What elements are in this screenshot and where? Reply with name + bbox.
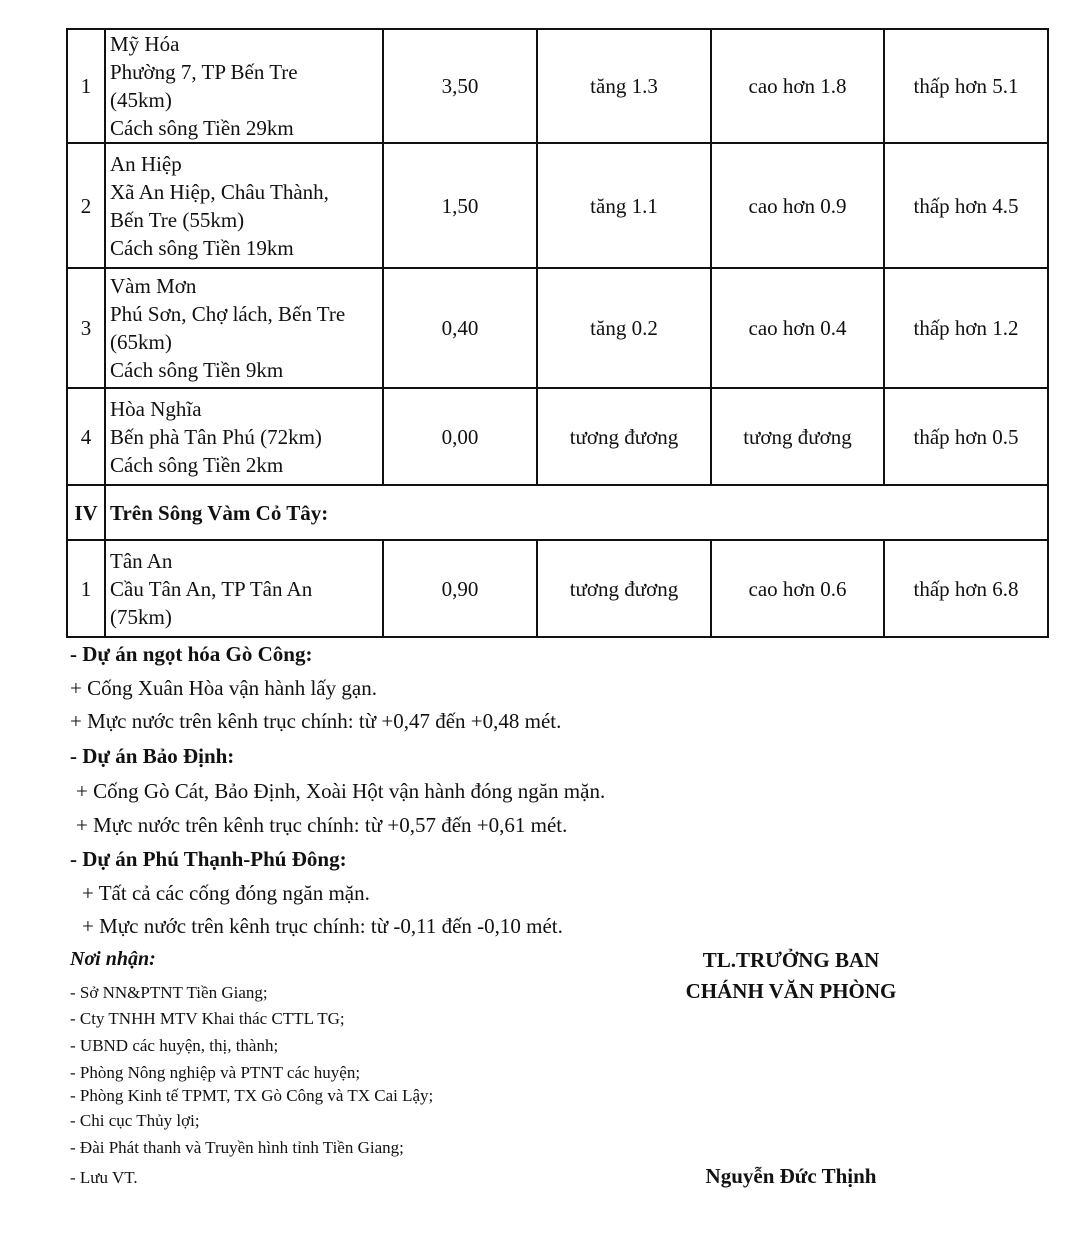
- salinity-value: 3,50: [383, 29, 537, 143]
- comparison-2: cao hơn 0.9: [711, 143, 884, 268]
- comparison-3: thấp hơn 4.5: [884, 143, 1048, 268]
- station-name: An Hiệp: [110, 151, 182, 176]
- signer-authority: TL.TRƯỞNG BAN: [702, 948, 880, 972]
- salinity-value: 0,90: [383, 540, 537, 637]
- comparison-1: tương đương: [537, 540, 711, 637]
- comparison-2: cao hơn 0.4: [711, 268, 884, 388]
- signer-name: Nguyễn Đức Thịnh: [705, 1164, 877, 1188]
- section-title: Trên Sông Vàm Cỏ Tây:: [105, 485, 1048, 540]
- recipient-item: - Đài Phát thanh và Truyền hình tỉnh Tiền Giang;: [70, 1138, 404, 1157]
- station-address: Cầu Tân An, TP Tân An: [110, 576, 313, 601]
- recipient-item: - Cty TNHH MTV Khai thác CTTL TG;: [70, 1009, 345, 1028]
- row-number: 3: [67, 268, 105, 388]
- station-distance: (45km): [110, 88, 172, 112]
- project-title-phu-thanh: - Dự án Phú Thạnh-Phú Đông:: [70, 847, 347, 871]
- table-row: [67, 540, 1048, 637]
- comparison-3: thấp hơn 1.2: [884, 268, 1048, 388]
- station-address: Phú Sơn, Chợ lách, Bến Tre: [110, 302, 346, 326]
- station-river-distance: Cách sông Tiền 29km: [110, 116, 294, 140]
- note-line: + Mực nước trên kênh trục chính: từ +0,57 đến +0,61 mét.: [76, 813, 568, 837]
- station-distance: (75km): [110, 604, 172, 629]
- station-address: Xã An Hiệp, Châu Thành,: [110, 179, 329, 204]
- comparison-3: thấp hơn 0.5: [884, 388, 1048, 485]
- recipient-item: - UBND các huyện, thị, thành;: [70, 1036, 279, 1055]
- row-number: 2: [67, 143, 105, 268]
- table-row: [67, 143, 1048, 268]
- note-line: + Mực nước trên kênh trục chính: từ -0,11 đến -0,10 mét.: [82, 914, 563, 938]
- station-cell: [105, 540, 383, 637]
- salinity-value: 0,00: [383, 388, 537, 485]
- recipient-item: - Phòng Kinh tế TPMT, TX Gò Công và TX Cai Lậy;: [70, 1086, 434, 1105]
- station-address: Phường 7, TP Bến Tre: [110, 60, 298, 84]
- project-title-bao-dinh: - Dự án Bảo Định:: [70, 744, 235, 768]
- water-level-table: [66, 28, 1049, 638]
- station-cell: [105, 388, 383, 485]
- note-line: + Tất cả các cống đóng ngăn mặn.: [82, 881, 370, 905]
- comparison-1: tăng 1.3: [537, 29, 711, 143]
- project-title-go-cong: - Dự án ngọt hóa Gò Công:: [70, 642, 313, 666]
- recipient-item: - Lưu VT.: [70, 1168, 138, 1187]
- recipient-item: - Chi cục Thủy lợi;: [70, 1111, 200, 1130]
- comparison-1: tăng 1.1: [537, 143, 711, 268]
- station-address: Bến phà Tân Phú (72km): [110, 424, 322, 449]
- row-number: 1: [67, 540, 105, 637]
- station-cell: [105, 29, 383, 143]
- salinity-value: 1,50: [383, 143, 537, 268]
- station-river-distance: Cách sông Tiền 19km: [110, 235, 294, 260]
- comparison-3: thấp hơn 5.1: [884, 29, 1048, 143]
- comparison-3: thấp hơn 6.8: [884, 540, 1048, 637]
- section-row: [67, 485, 1048, 540]
- station-name: Mỹ Hóa: [110, 32, 180, 56]
- note-line: + Cống Xuân Hòa vận hành lấy gạn.: [70, 676, 377, 700]
- note-line: + Cống Gò Cát, Bảo Định, Xoài Hột vận hành đóng ngăn mặn.: [76, 779, 606, 803]
- station-name: Hòa Nghĩa: [110, 396, 202, 421]
- station-name: Vàm Mơn: [110, 274, 197, 298]
- comparison-1: tăng 0.2: [537, 268, 711, 388]
- note-line: + Mực nước trên kênh trục chính: từ +0,47 đến +0,48 mét.: [70, 709, 562, 733]
- station-name: Tân An: [110, 548, 173, 573]
- station-river-distance: Cách sông Tiền 9km: [110, 358, 284, 382]
- station-distance: (65km): [110, 330, 172, 354]
- row-number: 1: [67, 29, 105, 143]
- section-number: IV: [67, 485, 105, 540]
- recipient-item: - Sở NN&PTNT Tiền Giang;: [70, 983, 268, 1002]
- comparison-2: tương đương: [711, 388, 884, 485]
- row-number: 4: [67, 388, 105, 485]
- table-row: [67, 268, 1048, 388]
- comparison-2: cao hơn 0.6: [711, 540, 884, 637]
- recipients-title: Nơi nhận:: [70, 948, 156, 970]
- comparison-2: cao hơn 1.8: [711, 29, 884, 143]
- station-cell: [105, 268, 383, 388]
- station-distance: Bến Tre (55km): [110, 207, 245, 232]
- signer-title: CHÁNH VĂN PHÒNG: [685, 979, 897, 1003]
- comparison-1: tương đương: [537, 388, 711, 485]
- table-row: [67, 29, 1048, 143]
- station-cell: [105, 143, 383, 268]
- table-row: [67, 388, 1048, 485]
- station-river-distance: Cách sông Tiền 2km: [110, 452, 284, 477]
- salinity-value: 0,40: [383, 268, 537, 388]
- recipient-item: - Phòng Nông nghiệp và PTNT các huyện;: [70, 1063, 361, 1082]
